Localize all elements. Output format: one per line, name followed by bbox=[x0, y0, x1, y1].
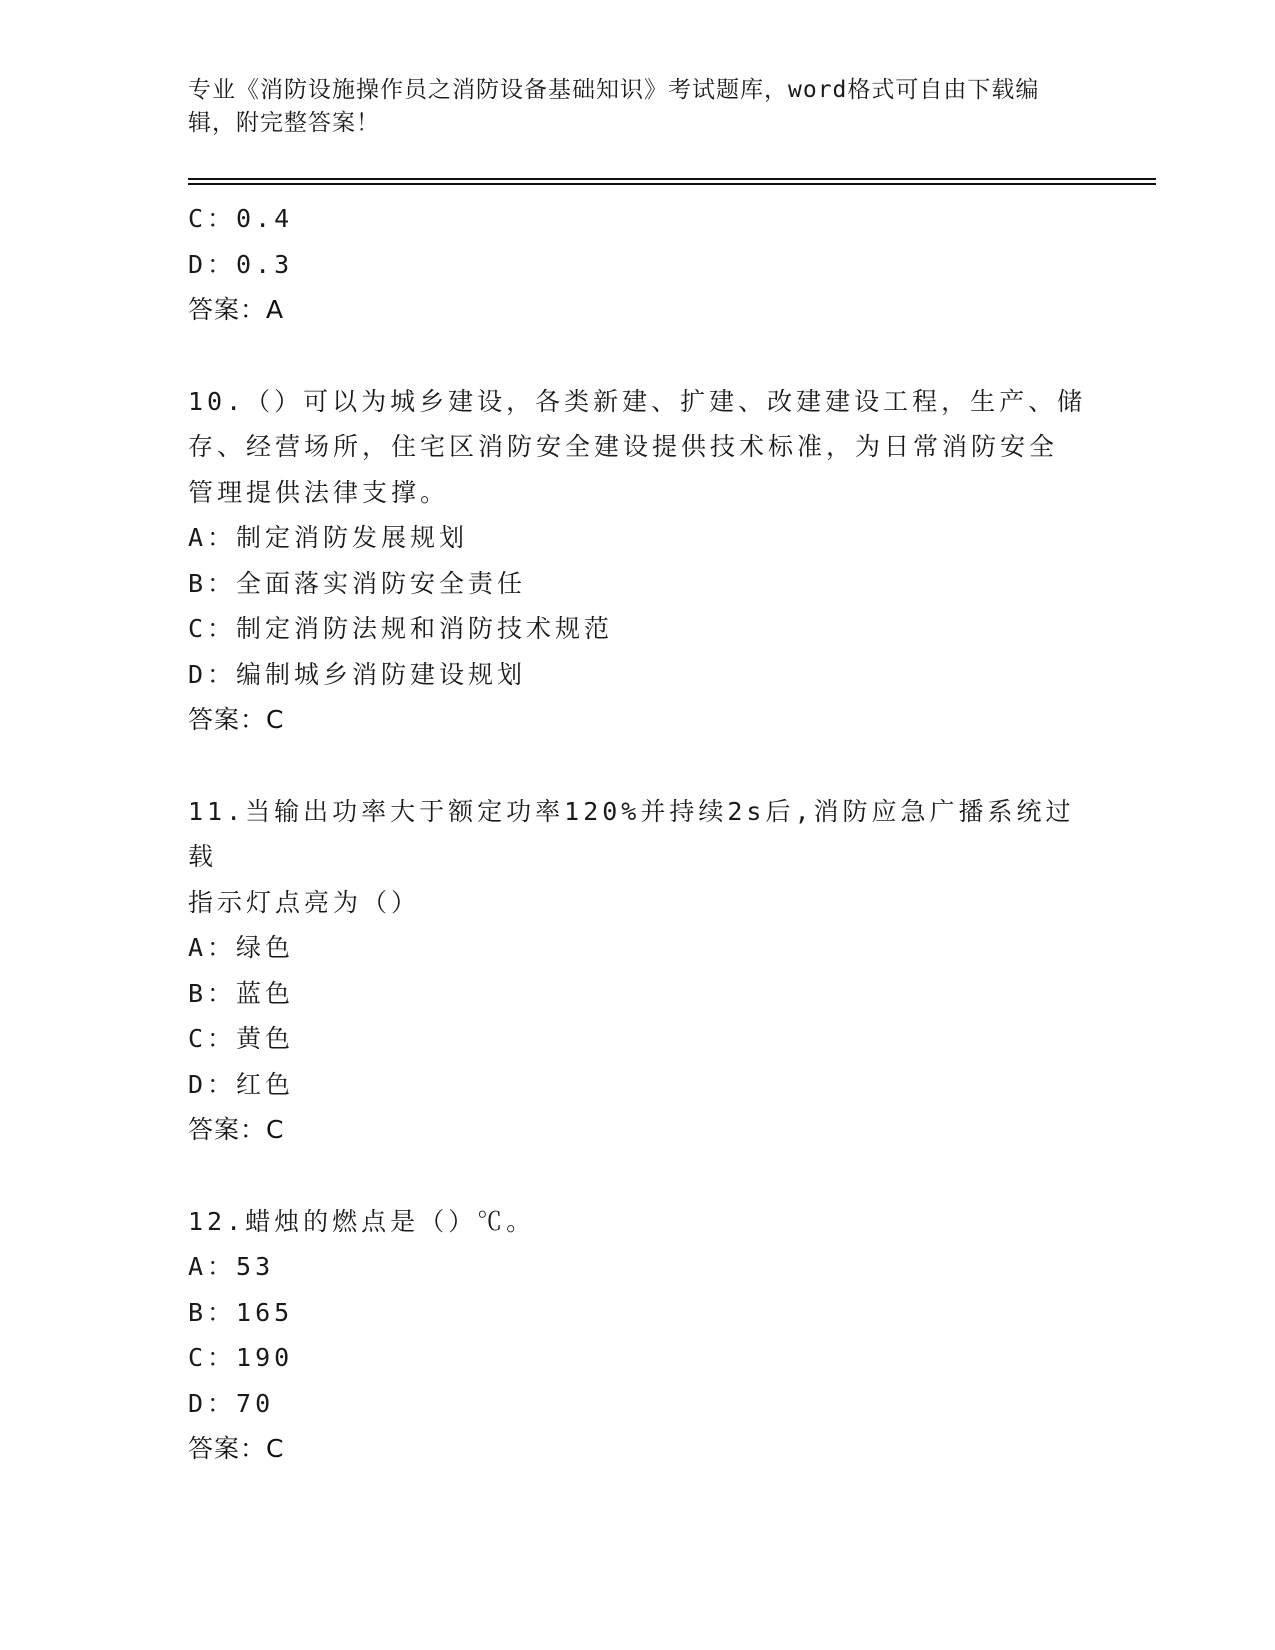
question-stem-line: 指示灯点亮为（） bbox=[188, 887, 421, 917]
spacer bbox=[188, 1153, 1088, 1199]
option-c: C：190 bbox=[188, 1343, 294, 1372]
question-11 bbox=[188, 789, 1088, 1153]
option-a: A：53 bbox=[188, 1252, 275, 1281]
option-b: B：165 bbox=[188, 1297, 294, 1327]
option-b: B：全面落实消防安全责任 bbox=[188, 568, 527, 598]
answer-line: 答案：C bbox=[188, 1115, 285, 1144]
option-b: B：蓝色 bbox=[188, 978, 295, 1008]
option-d: D：0.3 bbox=[188, 249, 294, 279]
option-c: C：制定消防法规和消防技术规范 bbox=[188, 614, 614, 643]
question-content bbox=[188, 196, 1088, 1472]
answer-line: 答案：C bbox=[188, 705, 285, 734]
spacer bbox=[188, 333, 1088, 379]
question-stem-line: 11.当输出功率大于额定功率120%并持续2s后,消防应急广播系统过载 bbox=[188, 796, 1075, 871]
spacer bbox=[188, 743, 1088, 789]
header-divider bbox=[188, 178, 1156, 185]
answer-line: 答案：C bbox=[188, 1434, 285, 1463]
option-d: D：红色 bbox=[188, 1069, 295, 1099]
document-header: 专业《消防设施操作员之消防设备基础知识》考试题库，word格式可自由下载编辑，附完整答案！ bbox=[188, 77, 1040, 136]
option-a: A：绿色 bbox=[188, 933, 295, 962]
question-stem-line: 管理提供法律支撑。 bbox=[188, 477, 450, 507]
question-stem-line: 10.（）可以为城乡建设，各类新建、扩建、改建建设工程，生产、储 bbox=[188, 386, 1087, 416]
option-c: C：0.4 bbox=[188, 204, 294, 233]
question-12 bbox=[188, 1199, 1088, 1472]
previous-question-tail bbox=[188, 196, 1088, 333]
question-10 bbox=[188, 379, 1088, 743]
question-stem-line: 12.蜡烛的燃点是（）℃。 bbox=[188, 1206, 536, 1236]
option-a: A：制定消防发展规划 bbox=[188, 523, 469, 552]
option-d: D：编制城乡消防建设规划 bbox=[188, 659, 527, 689]
option-d: D：70 bbox=[188, 1388, 275, 1418]
option-c: C：黄色 bbox=[188, 1024, 295, 1053]
question-stem-line: 存、经营场所，住宅区消防安全建设提供技术标准，为日常消防安全 bbox=[188, 432, 1059, 461]
answer-line: 答案：A bbox=[188, 295, 285, 324]
